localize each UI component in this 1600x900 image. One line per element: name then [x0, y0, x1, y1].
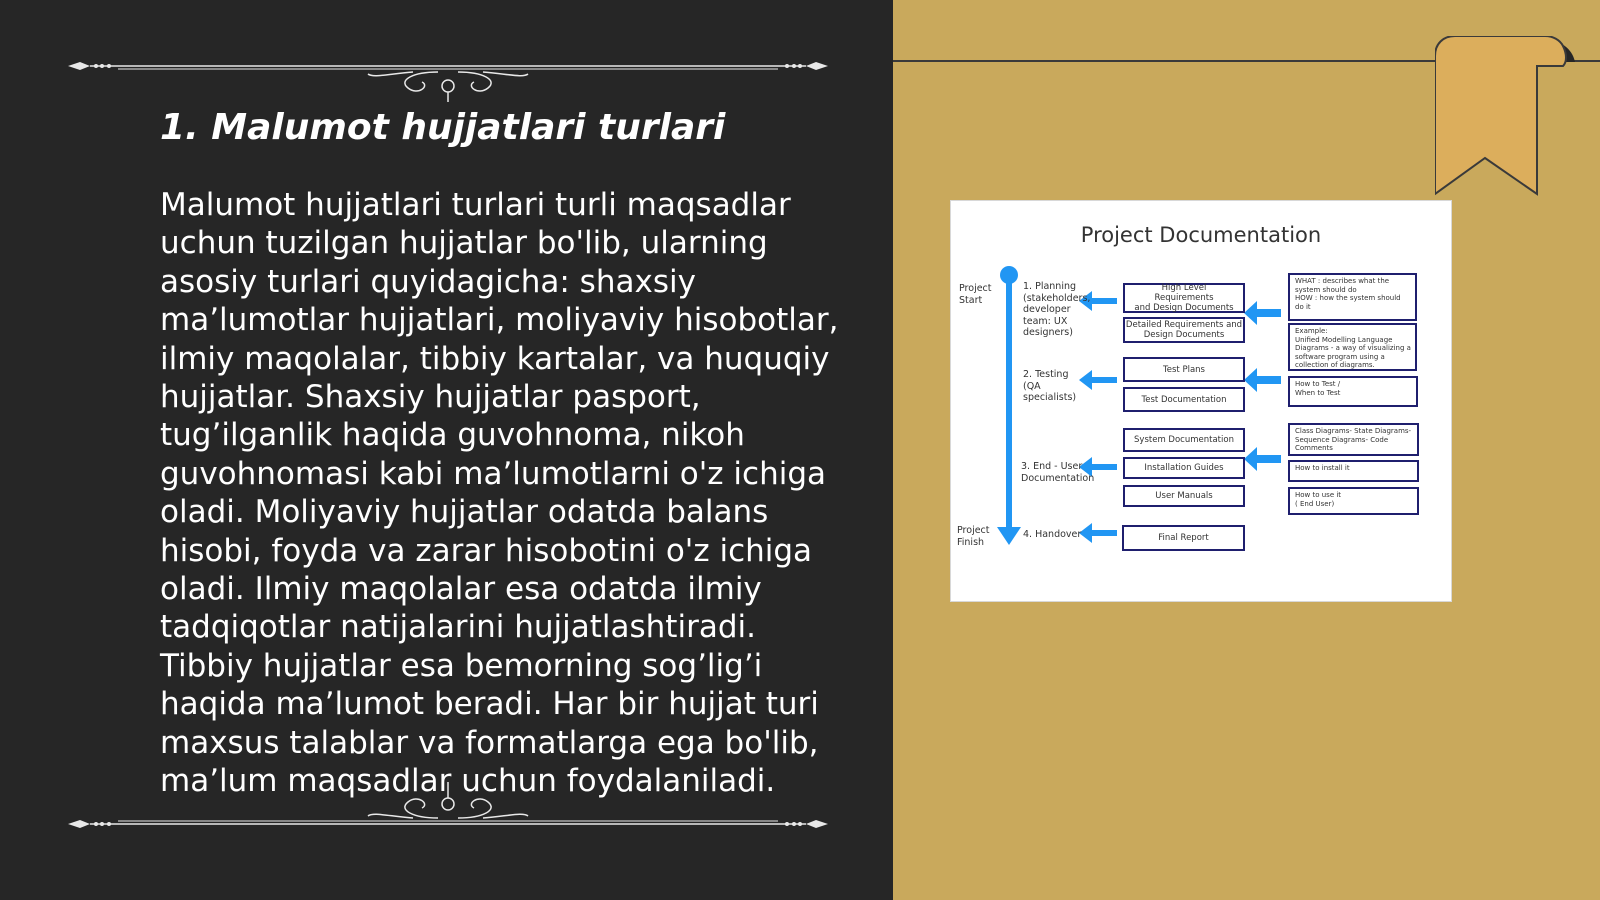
note-how-to-use: How to use it ( End User): [1288, 487, 1419, 515]
note-what-how: WHAT : describes what the system should do HOW : how the system should do it: [1288, 273, 1417, 321]
diagram-title: Project Documentation: [1080, 223, 1322, 247]
phase-end-user-label: 3. End - User Documentation: [1021, 461, 1095, 484]
project-start-label: Project Start: [959, 283, 992, 306]
doc-test-documentation: Test Documentation: [1123, 387, 1245, 412]
phase-handover-label: 4. Handover: [1023, 529, 1082, 540]
note-how-to-test: How to Test / When to Test: [1288, 376, 1418, 407]
doc-user-manuals: User Manuals: [1123, 485, 1245, 507]
doc-installation-guides: Installation Guides: [1123, 457, 1245, 479]
note-how-to-install: How to install it: [1288, 460, 1419, 482]
project-documentation-diagram: [950, 200, 1452, 602]
phase-testing-label: 2. Testing (QA specialists): [1023, 369, 1077, 403]
slide-title: 1. Malumot hujjatlari turlari: [160, 107, 726, 148]
doc-high-level-requirements: High Level Requirements and Design Documents: [1123, 283, 1245, 313]
doc-system-documentation: System Documentation: [1123, 428, 1245, 452]
bottom-ornament-divider: [68, 782, 828, 832]
slide-body-text: Malumot hujjatlari turlari turli maqsadlar uchun tuzilgan hujjatlar bo'lib, ularning asosiy turlari quyidagicha: shaxsiy ma’lumotlar hujjatlari, moliyaviy hisobotlar, ilmiy maqolalar, tibbiy kartalar, va huquqiy hujjatlar. Shaxsiy hujjatlar pasport, tug’ilganlik haqida guvohnoma, nikoh guvohnomasi kabi ma’lumotlarni o'z ichiga oladi. Moliyaviy hujjatlar odatda balans hisobi, foyda va zarar hisobotini o'z ichiga oladi. Ilmiy maqolalar esa odatda ilmiy tadqiqotlar natijalarini hujjatlashtiradi. Tibbiy hujjatlar esa bemorning sog’lig’i haqida ma’lumot beradi. Har bir hujjat turi maxsus talablar va formatlarga ega bo'lib, ma’lum maqsadlar uchun foydalaniladi.: [160, 187, 839, 800]
doc-final-report: Final Report: [1122, 525, 1245, 551]
bookmark-ribbon-icon: [1435, 36, 1585, 202]
top-ornament-divider: [68, 52, 828, 102]
phase-planning-label: 1. Planning (stakeholders, developer team: UX designers): [1023, 281, 1091, 338]
note-uml-example: Example: Unified Modelling Language Diagrams - a way of visualizing a software program using a collection of diagrams.: [1288, 323, 1417, 371]
doc-detailed-requirements: Detailed Requirements and Design Documents: [1123, 317, 1245, 343]
doc-test-plans: Test Plans: [1123, 357, 1245, 382]
note-diagram-types: Class Diagrams- State Diagrams- Sequence Diagrams- Code Comments: [1288, 423, 1419, 456]
project-finish-label: Project Finish: [957, 525, 990, 548]
